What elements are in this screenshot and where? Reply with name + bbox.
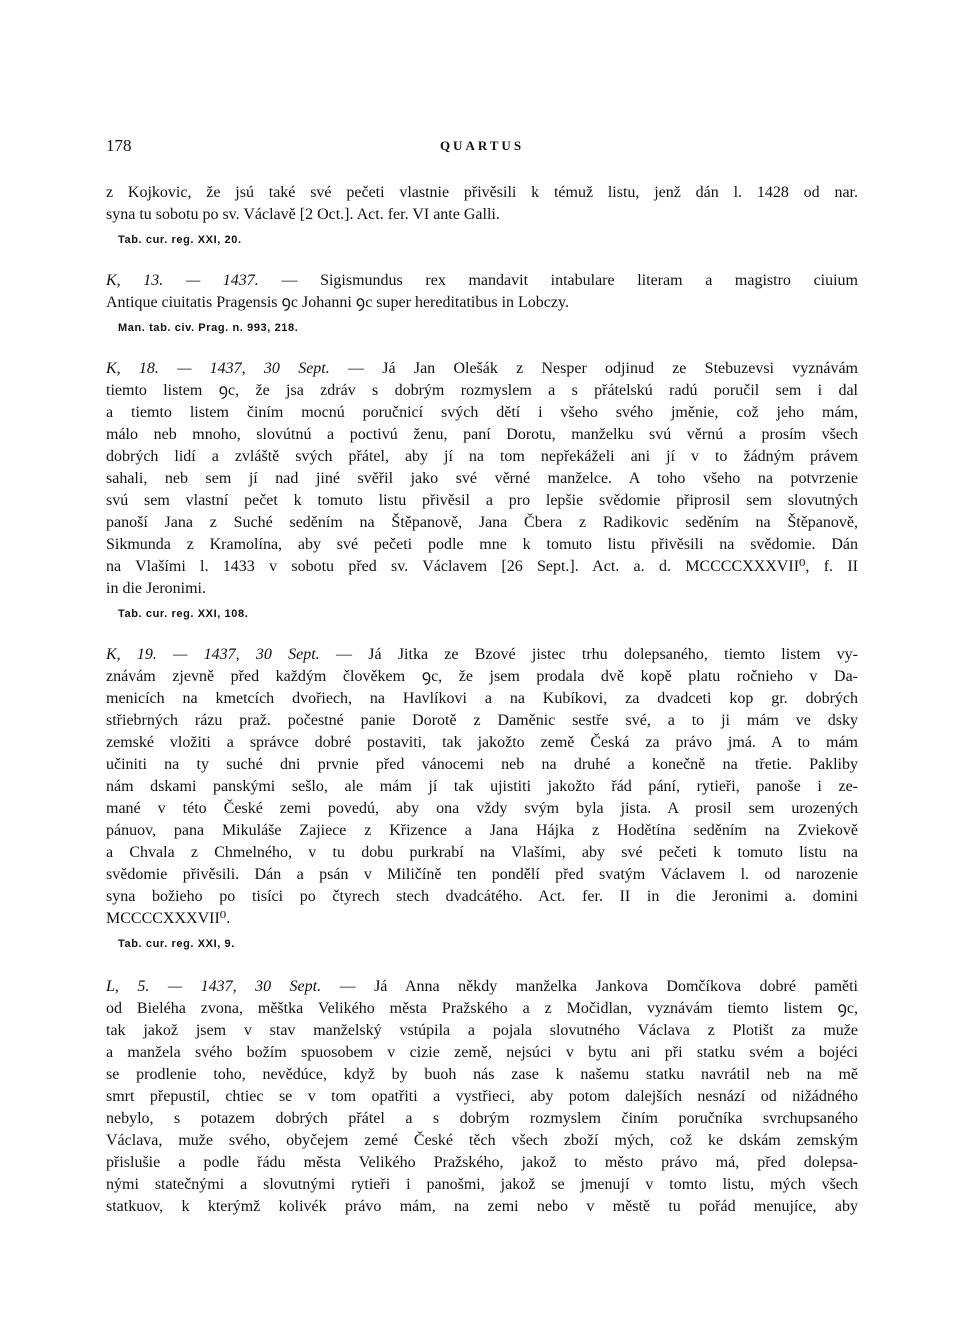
entry-heading: K, 13. — 1437.	[106, 272, 259, 289]
text-line: Antique ciuitatis Pragensis ꝯc Johanni ꝯc super hereditatibus in Lobczy.	[106, 294, 569, 311]
text-line: zemské vložiti a správce dobré postaviti, tak jakožto země Česká za právo jmá. A to mám	[106, 734, 858, 751]
text-line: málo neb mnoho, slovútnú a poctivú ženu, paní Dorotu, manželku svú věrnú a prosím všech	[106, 426, 858, 443]
text-line: statkuov, k kterýmž kolivék právo mám, na zemi nebo v městě tu pořád menujíce, aby	[106, 1198, 858, 1215]
source-citation: Tab. cur. reg. XXI, 108.	[118, 608, 249, 620]
text-line: a tiemto listem činím mocnú poručnicí svých dětí i všeho svého jměnie, což jeho mám,	[106, 404, 858, 421]
text-line: MCCCCXXXVII⁰.	[106, 910, 231, 927]
text-line: pánuov, pana Mikuláše Zajiece z Křizence a Jana Hájka z Hodětína seděním na Zviekově	[106, 822, 858, 839]
text-line: syna božieho po tisíci po čtyrech stech dvadcátého. Act. fer. II in die Jeronimi a. domini	[106, 888, 858, 905]
text-line: syna tu sobotu po sv. Václavě [2 Oct.]. Act. fer. VI ante Galli.	[106, 206, 500, 223]
entry-text	[106, 644, 858, 930]
entry-text	[106, 270, 858, 314]
text-line: smrt přepustil, chtiec se v tom opatřiti a vystřieci, aby potom dalejších nesnází od nižádného	[106, 1088, 858, 1105]
text-line: in die Jeronimi.	[106, 580, 206, 597]
text-line: menicích na kmetcích dvořiech, na Havlíkovi a na Kubíkovi, za dvadceti kop gr. dobrých	[106, 690, 858, 707]
entry-text	[106, 358, 858, 600]
source-citation: Tab. cur. reg. XXI, 9.	[118, 938, 235, 950]
entry	[106, 358, 858, 622]
text-line: od Bieléha zvona, měštka Velikého města Pražského a z Močidlan, vyznávám tiemto listem ꝯc,	[106, 1000, 858, 1017]
text-line: svú sem vlastní pečet k tomuto listu přivěsil a pro lepšie svědomie připrosil sem slovutných	[106, 492, 858, 509]
page-number: 178	[106, 136, 132, 155]
entry-text	[106, 182, 858, 226]
running-title: QUARTUS	[439, 138, 525, 153]
entry-heading: L, 5. — 1437, 30 Sept.	[106, 978, 322, 995]
text-line: střiebrných rázu praž. počestné panie Dorotě z Daměnic sestře své, a to ji mám ve dsky	[106, 712, 858, 729]
text-line: nebylo, s potazem dobrých přátel a s dobrým rozmyslem činím poručníka svrchupsaného	[106, 1110, 858, 1127]
text-line: a manžela svého božím spuosobem v cizie země, nejsúci v bytu ani při statku svém a bojéci	[106, 1044, 858, 1061]
entry-text	[106, 976, 858, 1218]
text-line: tiemto listem ꝯc, že jsa zdráv s dobrým rozmyslem a s přátelskú radú poručil sem i dal	[106, 382, 858, 399]
text-line: znávám zjevně před každým člověkem ꝯc, že jsem prodala dvě kopě platu ročnieho v Da-	[106, 668, 858, 685]
text-line: a Chvala z Chmelného, v tu dobu purkrabí na Vlašími, aby své pečeti k tomuto listu na	[106, 844, 858, 861]
text-line: dobrých lidí a zvláště svých přátel, aby jí na tom nepřekáželi ani jí v to žádným právem	[106, 448, 858, 465]
text-line: tak jakož jsem v stav manželský vstúpila a pojala slovutného Václava z Plotišt za muže	[106, 1022, 858, 1039]
text-line: nými statečnými a slovutnými rytieři i panošmi, jakož se jmenují v tomto listu, mých všech	[106, 1176, 858, 1193]
text-line: Sikmunda z Kramolína, aby své pečeti podle mne k tomuto listu přivěsili na svědomie. Dán	[106, 536, 858, 553]
entry	[106, 270, 858, 336]
text-line: přislušie a podle řádu města Velikého Pražského, jakož to město právo má, před dolepsa-	[106, 1154, 858, 1171]
text-line: svědomie přivěsili. Dán a psán v Miličíně ten pondělí před svatým Václavem l. od narozenie	[106, 866, 858, 883]
text-line: L, 5. — 1437, 30 Sept. — Já Anna někdy manželka Jankova Domčíkova dobré paměti	[106, 978, 858, 995]
text-line: sahali, neb sem jí nad jiné svěřil jako své věrné manželce. A toho všeho na potvrzenie	[106, 470, 858, 487]
source-citation: Man. tab. civ. Prag. n. 993, 218.	[118, 322, 299, 334]
text-line: K, 19. — 1437, 30 Sept. — Já Jitka ze Bzové jistec trhu dolepsaného, tiemto listem vy-	[106, 646, 858, 663]
text-line: na Vlašími l. 1433 v sobotu před sv. Václavem [26 Sept.]. Act. a. d. MCCCCXXXVII⁰, f. II	[106, 558, 858, 575]
text-line: nám dskami panskými sešlo, ale mám jí tak ujistiti jakožto řád pání, rytieři, panoše i ze-	[106, 778, 858, 795]
source-citation: Tab. cur. reg. XXI, 20.	[118, 234, 242, 246]
entry-heading: K, 18. — 1437, 30 Sept.	[106, 360, 330, 377]
text-line: z Kojkovic, že jsú také své pečeti vlastnie přivěsili k témuž listu, jenž dán l. 1428 od nar.	[106, 184, 858, 201]
entry	[106, 644, 858, 952]
text-line: K, 13. — 1437. — Sigismundus rex mandavit intabulare literam a magistro ciuium	[106, 272, 858, 289]
text-line: Václava, muže svého, obyčejem zemé České těch všech zboží mých, což ke dskám zemským	[106, 1132, 858, 1149]
text-line: učiniti na ty suché dni prvnie před vánocemi neb na druhé a konečně na třetie. Pakliby	[106, 756, 858, 773]
entry-heading: K, 19. — 1437, 30 Sept.	[106, 646, 320, 663]
body-text	[106, 182, 858, 1218]
text-line: se prodlenie toho, nevědúce, když by buoh nás zase k našemu statku navrátil neb na mě	[106, 1066, 858, 1083]
text-line: panoší Jana z Suché seděním na Štěpanově, Jana Čbera z Radikovic seděním na Štěpanově,	[106, 514, 858, 531]
text-line: mané v této České zemi povedú, aby ona vždy svým byla jista. A prosil sem urozených	[106, 800, 858, 817]
entry	[106, 182, 858, 248]
page-header	[106, 136, 858, 164]
entry	[106, 976, 858, 1218]
text-line: K, 18. — 1437, 30 Sept. — Já Jan Olešák z Nesper odjinud ze Stebuzevsi vyznávám	[106, 360, 858, 377]
